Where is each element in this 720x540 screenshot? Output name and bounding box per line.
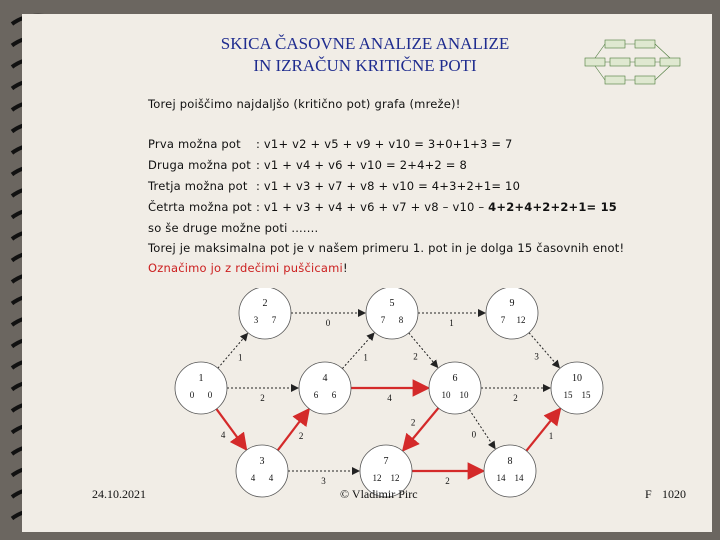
edge-3-4 <box>278 410 309 451</box>
mark-instruction-red: Označimo jo z rdečimi puščicami <box>148 261 343 275</box>
node-earliest: 6 <box>313 390 319 400</box>
node-id: 7 <box>383 456 389 467</box>
edge-label-3-4: 2 <box>298 430 304 441</box>
node-id: 5 <box>389 298 395 309</box>
node-latest: 6 <box>331 390 337 400</box>
path-3-label: Tretja možna pot <box>148 179 248 193</box>
path-1 <box>148 137 513 151</box>
footer-page: 1020 <box>662 487 686 501</box>
node-4 <box>299 362 351 414</box>
node-id: 9 <box>509 298 515 309</box>
node-latest: 4 <box>268 473 274 483</box>
edge-label-3-7: 3 <box>321 476 326 486</box>
footer-date: 24.10.2021 <box>92 487 146 501</box>
edge-label-4-6: 4 <box>387 393 392 403</box>
path-3-formula: : v1 + v3 + v7 + v8 + v10 = 4+3+2+1= 10 <box>256 179 521 193</box>
node-5 <box>366 288 418 339</box>
path-4-sum: 4+2+4+2+2+1= 15 <box>488 200 618 214</box>
edge-label-1-2: 1 <box>238 352 243 363</box>
node-circle <box>484 445 536 497</box>
edge-label-4-5: 1 <box>363 352 368 363</box>
node-earliest: 0 <box>189 390 195 400</box>
node-id: 8 <box>507 456 513 467</box>
edge-label-9-10: 3 <box>534 351 539 362</box>
footer-code: F <box>645 487 652 501</box>
slide-title <box>150 33 580 77</box>
edge-label-8-10: 1 <box>548 431 554 442</box>
node-3 <box>236 445 288 497</box>
node-circle <box>551 362 603 414</box>
node-circle <box>366 288 418 339</box>
other-paths-text: so še druge možne poti ....... <box>148 221 319 235</box>
node-id: 2 <box>262 298 268 309</box>
conclusion-text: Torej je maksimalna pot je v našem primeru 1. pot in je dolga 15 časovnih enot! <box>148 241 625 255</box>
path-4-formula: : v1 + v3 + v4 + v6 + v7 + v8 – v10 – <box>256 200 485 214</box>
edge-1-2 <box>218 334 248 369</box>
node-latest: 8 <box>398 315 404 325</box>
edge-8-10 <box>526 409 560 451</box>
node-earliest: 10 <box>441 390 451 400</box>
edge-label-1-4: 2 <box>260 393 265 403</box>
node-10 <box>551 362 603 414</box>
intro-text: Torej poiščimo najdaljšo (kritično pot) grafa (mreže)! <box>148 97 461 111</box>
edge-4-5 <box>342 333 374 368</box>
node-latest: 15 <box>581 390 591 400</box>
node-id: 4 <box>322 373 328 384</box>
path-1-label: Prva možna pot <box>148 137 241 151</box>
node-earliest: 3 <box>253 315 259 325</box>
footer-author: © Vladimir Pirc <box>340 487 418 501</box>
edge-label-6-8: 0 <box>471 429 477 440</box>
node-circle <box>486 288 538 339</box>
node-latest: 7 <box>271 315 277 325</box>
edge-label-1-3: 4 <box>220 430 226 441</box>
node-earliest: 7 <box>500 315 506 325</box>
node-latest: 0 <box>207 390 213 400</box>
edge-label-5-9: 1 <box>449 318 454 328</box>
node-8 <box>484 445 536 497</box>
edge-5-6 <box>409 333 438 367</box>
path-4-label: Četrta možna pot <box>148 200 252 214</box>
node-latest: 10 <box>459 390 469 400</box>
node-circle <box>236 445 288 497</box>
node-circle <box>299 362 351 414</box>
node-id: 3 <box>259 456 265 467</box>
node-6 <box>429 362 481 414</box>
node-9 <box>486 288 538 339</box>
path-2-formula: : v1 + v4 + v6 + v10 = 2+4+2 = 8 <box>256 158 468 172</box>
node-earliest: 14 <box>496 473 506 483</box>
node-id: 10 <box>572 373 582 384</box>
node-id: 1 <box>198 373 204 384</box>
path-2 <box>148 158 467 172</box>
node-latest: 12 <box>390 473 400 483</box>
mark-instruction-end: ! <box>342 261 348 275</box>
path-2-label: Druga možna pot <box>148 158 251 172</box>
node-earliest: 12 <box>372 473 382 483</box>
title-line-2: IN IZRAČUN KRITIČNE POTI <box>253 56 477 75</box>
edge-9-10 <box>529 333 559 368</box>
node-earliest: 7 <box>380 315 386 325</box>
node-latest: 14 <box>514 473 524 483</box>
edge-label-5-6: 2 <box>413 351 418 362</box>
path-4 <box>148 200 617 214</box>
edge-label-6-10: 2 <box>513 393 518 403</box>
node-earliest: 15 <box>563 390 573 400</box>
mini-diagram-thumbnail <box>583 36 683 88</box>
edge-6-7 <box>403 408 438 450</box>
node-circle <box>239 288 291 339</box>
path-3 <box>148 179 520 193</box>
node-circle <box>429 362 481 414</box>
edge-label-2-5: 0 <box>325 318 331 328</box>
mark-instruction <box>148 261 348 275</box>
title-line-1: SKICA ČASOVNE ANALIZE ANALIZE <box>220 34 510 53</box>
node-circle <box>175 362 227 414</box>
path-1-formula: : v1+ v2 + v5 + v9 + v10 = 3+0+1+3 = 7 <box>256 137 513 151</box>
node-latest: 12 <box>516 315 526 325</box>
network-diagram <box>170 288 610 498</box>
node-1 <box>175 362 227 414</box>
edge-label-6-7: 2 <box>410 417 416 428</box>
node-2 <box>239 288 291 339</box>
node-id: 6 <box>452 373 458 384</box>
node-earliest: 4 <box>250 473 256 483</box>
edge-label-7-8: 2 <box>445 476 450 486</box>
